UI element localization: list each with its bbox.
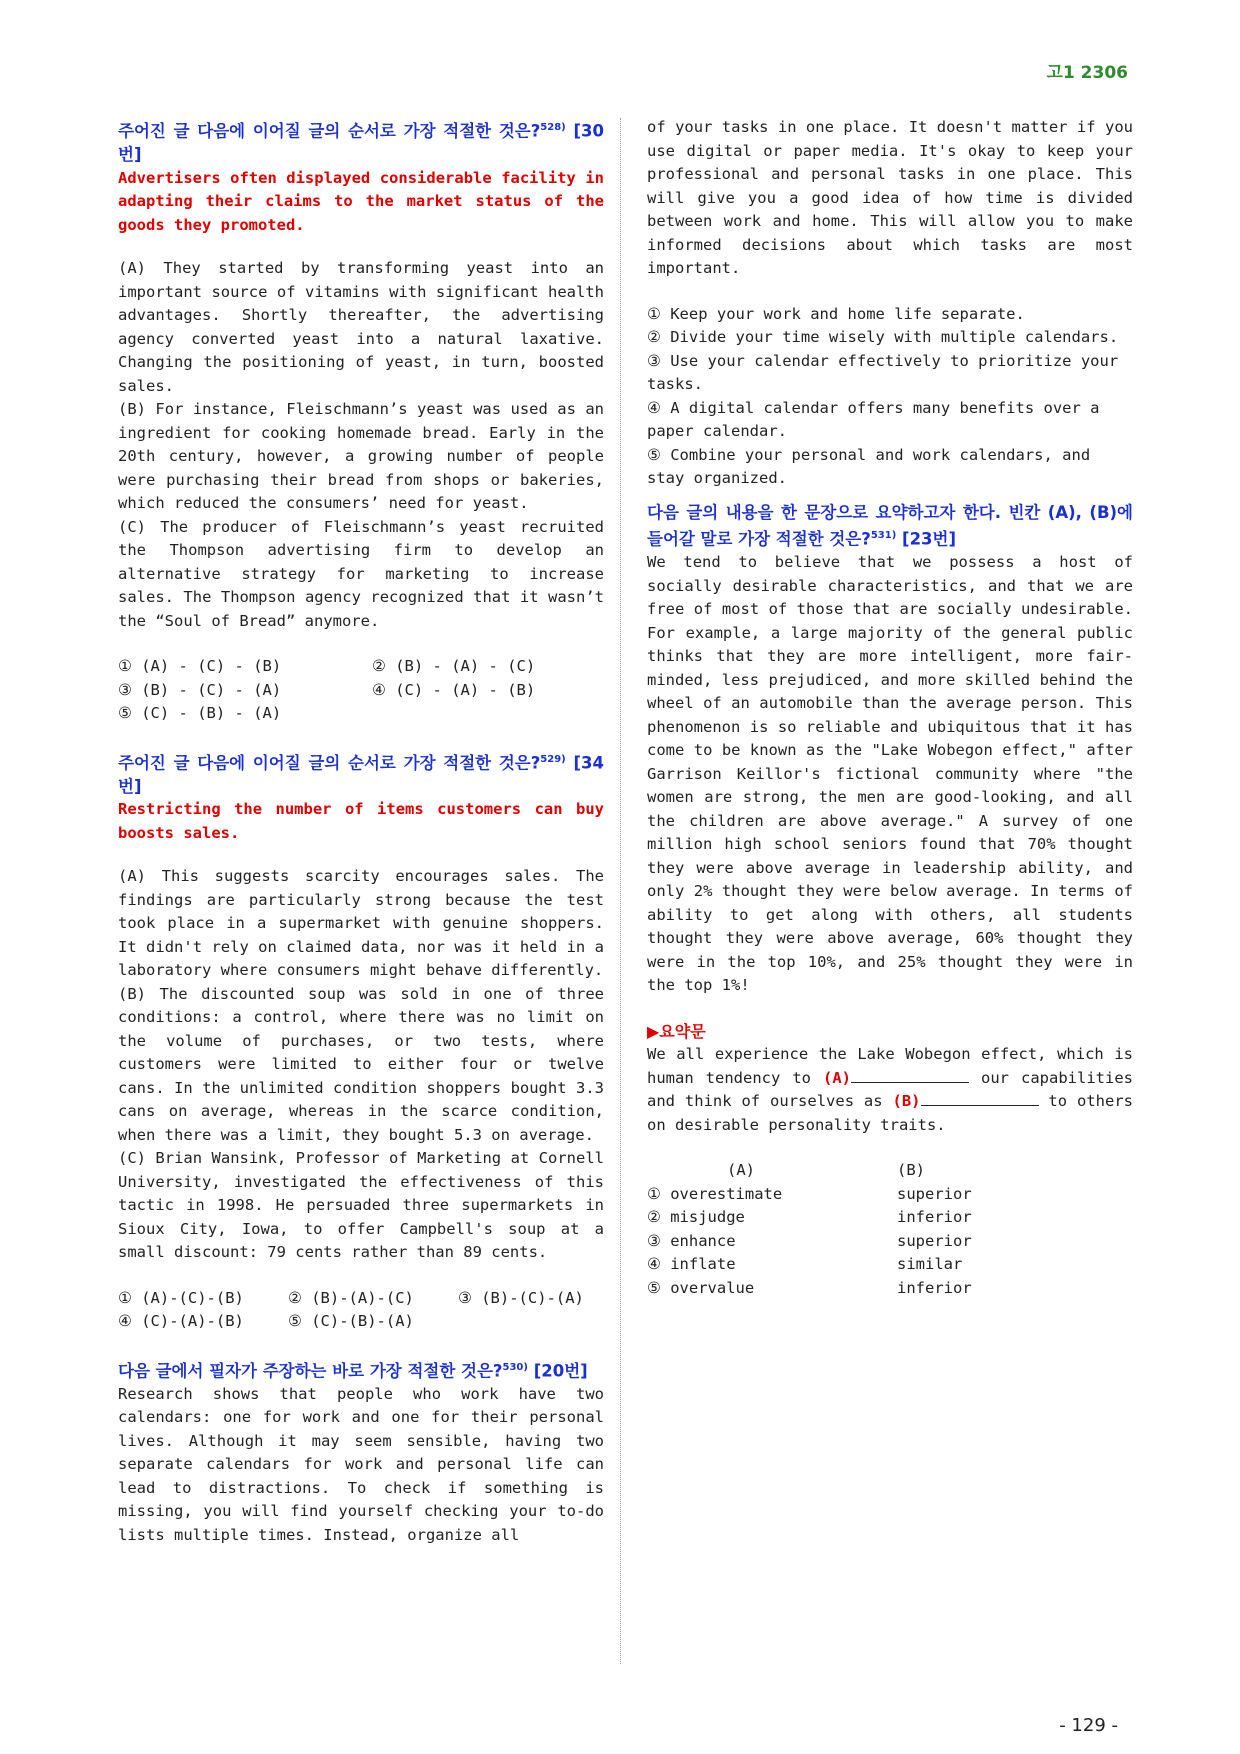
option-b-choice: inferior bbox=[897, 1208, 972, 1226]
exam-code: 고1 2306 bbox=[1046, 63, 1128, 83]
blank-a: (A) bbox=[823, 1068, 851, 1087]
question-529-lead: Restricting the number of items customers can buy boosts sales. bbox=[118, 800, 604, 842]
option-b-choice: similar bbox=[897, 1255, 963, 1273]
q528-options bbox=[118, 655, 604, 726]
column-header-b: (B) bbox=[897, 1161, 925, 1179]
summary-sentence: We all experience the Lake Wobegon effect, which is human tendency to (A) our capabilities and think of ourselves as (B) to others on desirable personality traits. bbox=[647, 1045, 1133, 1134]
blank-b: (B) bbox=[892, 1092, 921, 1110]
column-header-a: (A) bbox=[727, 1161, 755, 1179]
option-a-choice[interactable]: ① overestimate bbox=[647, 1184, 783, 1203]
option-a-choice[interactable]: ④ inflate bbox=[647, 1255, 736, 1273]
option[interactable]: ② (B) - (A) - (C) bbox=[372, 657, 536, 675]
left-column bbox=[118, 116, 604, 1547]
blank-b-line bbox=[921, 1105, 1039, 1106]
summary-label: ▶요약문 bbox=[647, 1021, 706, 1041]
question-530-title: 다음 글에서 필자가 주장하는 바로 가장 적절한 것은?$^{530)}$ [20번] bbox=[118, 1361, 588, 1380]
q528-paragraph-a: (A) They started by transforming yeast into an important source of vitamins with significant health advantages. Shortly thereafter, the advertising agency converted yeast into a natural laxative. Changing the positioning of yeast, in turn, boosted sales. bbox=[118, 259, 604, 395]
q531-passage: We tend to believe that we possess a host of socially desirable characteristics, and that we are free of most of those that are socially undesirable. For example, a large majority of the general public thinks that they are more intelligent, more fair-minded, less prejudiced, and more skilled behind the wheel of an automobile than the average person. This phenomenon is so reliable and ubiquitous that it has come to be known as the "Lake Wobegon effect," after Garrison Keillor's fictional community where "the women are strong, the men are good-looking, and all the children are above average." A survey of one million high school seniors found that 70% thought they were above average in leadership ability, and only 2% thought they were below average. In terms of ability to get along with others, all students thought they were above average, 60% thought they were in the top 10%, and 25% thought they were in the top 1%! bbox=[647, 553, 1133, 994]
option[interactable]: ④ A digital calendar offers many benefits over a paper calendar. bbox=[647, 398, 1109, 440]
option[interactable]: ③ (B)-(C)-(A) bbox=[458, 1288, 584, 1307]
column-divider bbox=[620, 118, 621, 1664]
option[interactable]: ② Divide your time wisely with multiple calendars. bbox=[647, 328, 1119, 346]
question-528-lead: Advertisers often displayed considerable facility in adapting their claims to the market status of the goods they promoted. bbox=[118, 168, 604, 234]
option[interactable]: ④ (C)-(A)-(B) bbox=[118, 1312, 244, 1330]
option[interactable]: ① (A) - (C) - (B) bbox=[118, 657, 282, 675]
option[interactable]: ⑤ (C)-(B)-(A) bbox=[288, 1312, 414, 1330]
q530-passage-part1: Research shows that people who work have two calendars: one for work and one for their personal lives. Although it may seem sensible, having two separate calendars for work and personal life can lead to distractions. To check if something is missing, you will find yourself checking your to-do lists multiple times. Instead, organize all bbox=[118, 1384, 604, 1544]
q531-answer-table bbox=[647, 1159, 1133, 1300]
q530-options bbox=[647, 303, 1133, 491]
option[interactable]: ⑤ Combine your personal and work calendars, and stay organized. bbox=[647, 445, 1100, 487]
q529-paragraph-b: (B) The discounted soup was sold in one of three conditions: a control, where there was no limit on the volume of purchases, or two tests, where customers were limited to either four or twelve cans. In the unlimited condition shoppers bought 3.3 cans on average, whereas in the scarce condition, when there was a limit, they bought 5.3 on average. bbox=[118, 984, 604, 1144]
question-531-title: 다음 글의 내용을 한 문장으로 요약하고자 한다. 빈칸 (A), (B)에 들어갈 말로 가장 적절한 것은?$^{531)}$ [23번] bbox=[647, 502, 1133, 549]
question-528-title: 주어진 글 다음에 이어질 글의 순서로 가장 적절한 것은?$^{528)}$ [30번] bbox=[118, 121, 605, 164]
option[interactable]: ④ (C) - (A) - (B) bbox=[372, 680, 536, 699]
option[interactable]: ① (A)-(C)-(B) bbox=[118, 1288, 244, 1307]
option-a-choice[interactable]: ③ enhance bbox=[647, 1231, 736, 1250]
question-529-title: 주어진 글 다음에 이어질 글의 순서로 가장 적절한 것은?$^{529)}$ [34번] bbox=[118, 753, 605, 796]
option-b-choice: inferior bbox=[897, 1278, 972, 1297]
option[interactable]: ② (B)-(A)-(C) bbox=[288, 1288, 414, 1307]
option-b-choice: superior bbox=[897, 1231, 972, 1250]
option[interactable]: ⑤ (C) - (B) - (A) bbox=[118, 704, 282, 722]
option[interactable]: ③ Use your calendar effectively to prioritize your tasks. bbox=[647, 351, 1128, 393]
q528-paragraph-b: (B) For instance, Fleischmann’s yeast was used as an ingredient for cooking homemade bread. Early in the 20th century, however, a growing number of people were purchasing their bread from shops or bakeries, which reduced the consumers’ need for yeast. bbox=[118, 400, 604, 512]
option-a-choice[interactable]: ⑤ overvalue bbox=[647, 1278, 755, 1297]
q530-passage-part2: of your tasks in one place. It doesn't matter if you use digital or paper media. It's okay to keep your professional and personal tasks in one place. This will give you a good idea of how time is divided between work and home. This will allow you to make informed decisions about which tasks are most important. bbox=[647, 118, 1133, 277]
q529-paragraph-c: (C) Brian Wansink, Professor of Marketing at Cornell University, investigated the effectiveness of this tactic in 1998. He persuaded three supermarkets in Sioux City, Iowa, to offer Campbell's soup at a small discount: 79 cents rather than 89 cents. bbox=[118, 1149, 604, 1261]
option[interactable]: ① Keep your work and home life separate. bbox=[647, 304, 1025, 323]
q529-options bbox=[118, 1287, 604, 1334]
option[interactable]: ③ (B) - (C) - (A) bbox=[118, 680, 282, 699]
option-b-choice: superior bbox=[897, 1184, 972, 1203]
page-number: - 129 - bbox=[1059, 1715, 1118, 1736]
right-column bbox=[647, 116, 1133, 1300]
blank-a-line bbox=[851, 1082, 969, 1083]
q529-paragraph-a: (A) This suggests scarcity encourages sales. The findings are particularly strong because the test took place in a supermarket with genuine shoppers. It didn't rely on claimed data, nor was it held in a laboratory where consumers might behave differently. bbox=[118, 867, 604, 979]
option-a-choice[interactable]: ② misjudge bbox=[647, 1208, 745, 1226]
q528-paragraph-c: (C) The producer of Fleischmann’s yeast recruited the Thompson advertising firm to develop an alternative strategy for marketing to increase sales. The Thompson agency recognized that it wasn’t the “Soul of Bread” anymore. bbox=[118, 517, 604, 630]
